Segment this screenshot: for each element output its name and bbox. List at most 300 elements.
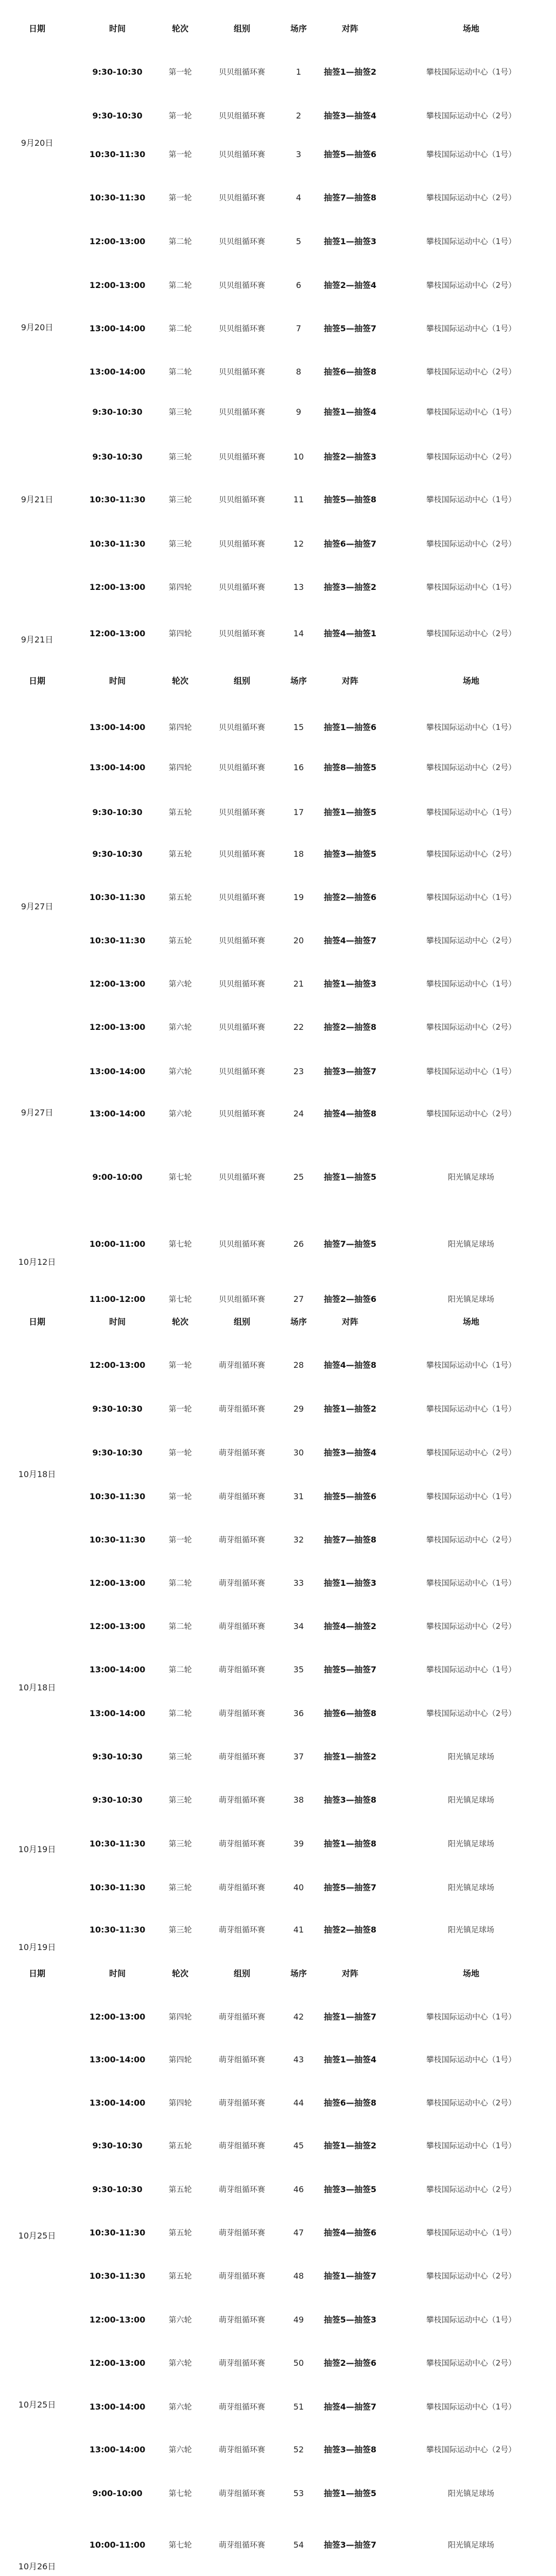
group-cell: 萌芽组循环赛 (218, 1839, 266, 1849)
sequence-cell: 16 (293, 762, 304, 772)
round-cell: 第五轮 (168, 2271, 192, 2281)
group-cell: 贝贝组循环赛 (218, 629, 266, 638)
venue-cell: 攀枝国际运动中心（1号） (426, 892, 516, 902)
time-cell: 12:00-13:00 (89, 1621, 146, 1631)
venue-cell: 阳光镇足球场 (447, 1172, 495, 1182)
time-cell: 13:00-14:00 (89, 1708, 146, 1718)
time-cell: 13:00-14:00 (89, 2402, 146, 2412)
sequence-cell: 43 (293, 2055, 304, 2064)
match-cell: 抽签1—抽签8 (323, 1839, 377, 1849)
venue-cell: 攀枝国际运动中心（2号） (426, 452, 516, 462)
time-cell: 9:30-10:30 (92, 1795, 143, 1805)
round-cell: 第七轮 (168, 1239, 192, 1249)
date-label: 9月21日 (21, 495, 54, 504)
venue-cell: 攀枝国际运动中心（1号） (426, 1360, 516, 1370)
group-cell: 贝贝组循环赛 (218, 1239, 266, 1249)
match-cell: 抽签7—抽签8 (323, 1535, 377, 1545)
column-header-1: 时间 (109, 24, 126, 33)
match-cell: 抽签5—抽签6 (323, 1492, 377, 1501)
time-cell: 12:00-13:00 (89, 629, 146, 638)
column-header-4: 场序 (290, 676, 307, 686)
match-cell: 抽签2—抽签8 (323, 1022, 377, 1032)
match-cell: 抽签1—抽签3 (323, 236, 377, 246)
round-cell: 第三轮 (168, 495, 192, 504)
sequence-cell: 1 (296, 67, 302, 77)
date-label: 10月25日 (18, 2231, 56, 2241)
time-cell: 13:00-14:00 (89, 2055, 146, 2064)
match-cell: 抽签2—抽签6 (323, 1294, 377, 1304)
column-header-1: 时间 (109, 1969, 126, 1978)
sequence-cell: 25 (293, 1172, 304, 1182)
venue-cell: 攀枝国际运动中心（1号） (426, 2012, 516, 2022)
venue-cell: 攀枝国际运动中心（2号） (426, 2271, 516, 2281)
column-header-2: 轮次 (171, 24, 189, 33)
match-cell: 抽签1—抽签5 (323, 807, 377, 817)
date-label: 10月12日 (18, 1257, 56, 1267)
time-cell: 10:30-11:30 (89, 1839, 146, 1849)
venue-cell: 攀枝国际运动中心（2号） (426, 1109, 516, 1118)
sequence-cell: 54 (293, 2540, 304, 2550)
venue-cell: 攀枝国际运动中心（1号） (426, 1404, 516, 1414)
match-cell: 抽签3—抽签8 (323, 2445, 377, 2454)
group-cell: 贝贝组循环赛 (218, 892, 266, 902)
match-cell: 抽签6—抽签8 (323, 367, 377, 377)
round-cell: 第三轮 (168, 1883, 192, 1892)
group-cell: 贝贝组循环赛 (218, 495, 266, 504)
group-cell: 萌芽组循环赛 (218, 2141, 266, 2150)
column-header-3: 组别 (233, 676, 251, 686)
match-cell: 抽签7—抽签5 (323, 1239, 377, 1249)
group-cell: 萌芽组循环赛 (218, 2402, 266, 2412)
time-cell: 9:30-10:30 (92, 807, 143, 817)
sequence-cell: 12 (293, 539, 304, 549)
time-cell: 12:00-13:00 (89, 582, 146, 592)
column-header-4: 场序 (290, 1969, 307, 1978)
sequence-cell: 6 (296, 280, 302, 290)
venue-cell: 攀枝国际运动中心（1号） (426, 1578, 516, 1588)
time-cell: 9:30-10:30 (92, 1448, 143, 1458)
time-cell: 12:00-13:00 (89, 280, 146, 290)
column-header-0: 日期 (28, 24, 46, 33)
round-cell: 第三轮 (168, 452, 192, 462)
round-cell: 第一轮 (168, 1360, 192, 1370)
group-cell: 贝贝组循环赛 (218, 1066, 266, 1076)
group-cell: 贝贝组循环赛 (218, 539, 266, 549)
sequence-cell: 3 (296, 149, 302, 159)
group-cell: 萌芽组循环赛 (218, 1621, 266, 1631)
round-cell: 第二轮 (168, 1708, 192, 1718)
sequence-cell: 46 (293, 2184, 304, 2194)
sequence-cell: 20 (293, 936, 304, 945)
sequence-cell: 30 (293, 1448, 304, 1458)
match-cell: 抽签6—抽签8 (323, 2098, 377, 2108)
venue-cell: 攀枝国际运动中心（1号） (426, 2055, 516, 2064)
round-cell: 第一轮 (168, 1492, 192, 1501)
round-cell: 第五轮 (168, 892, 192, 902)
round-cell: 第七轮 (168, 1172, 192, 1182)
time-cell: 9:30-10:30 (92, 67, 143, 77)
sequence-cell: 10 (293, 452, 304, 462)
time-cell: 10:30-11:30 (89, 1925, 146, 1935)
match-cell: 抽签2—抽签8 (323, 1925, 377, 1935)
group-cell: 贝贝组循环赛 (218, 979, 266, 989)
venue-cell: 攀枝国际运动中心（1号） (426, 807, 516, 817)
venue-cell: 攀枝国际运动中心（2号） (426, 936, 516, 945)
match-cell: 抽签1—抽签2 (323, 1752, 377, 1761)
round-cell: 第一轮 (168, 149, 192, 159)
venue-cell: 攀枝国际运动中心（1号） (426, 324, 516, 333)
venue-cell: 攀枝国际运动中心（1号） (426, 722, 516, 732)
group-cell: 萌芽组循环赛 (218, 1708, 266, 1718)
match-cell: 抽签3—抽签5 (323, 2184, 377, 2194)
round-cell: 第五轮 (168, 2184, 192, 2194)
match-cell: 抽签3—抽签2 (323, 582, 377, 592)
sequence-cell: 53 (293, 2488, 304, 2498)
group-cell: 贝贝组循环赛 (218, 149, 266, 159)
column-header-2: 轮次 (171, 1969, 189, 1978)
time-cell: 13:00-14:00 (89, 324, 146, 333)
venue-cell: 攀枝国际运动中心（2号） (426, 2098, 516, 2108)
match-cell: 抽签3—抽签4 (323, 111, 377, 121)
group-cell: 贝贝组循环赛 (218, 1172, 266, 1182)
time-cell: 10:30-11:30 (89, 193, 146, 202)
column-header-5: 对阵 (341, 676, 359, 686)
match-cell: 抽签1—抽签5 (323, 1172, 377, 1182)
round-cell: 第一轮 (168, 1448, 192, 1458)
venue-cell: 攀枝国际运动中心（2号） (426, 1708, 516, 1718)
sequence-cell: 40 (293, 1883, 304, 1892)
match-cell: 抽签3—抽签4 (323, 1448, 377, 1458)
time-cell: 10:00-11:00 (89, 1239, 146, 1249)
venue-cell: 阳光镇足球场 (447, 1294, 495, 1304)
match-cell: 抽签5—抽签7 (323, 1883, 377, 1892)
match-cell: 抽签2—抽签3 (323, 452, 377, 462)
time-cell: 12:00-13:00 (89, 236, 146, 246)
round-cell: 第一轮 (168, 1404, 192, 1414)
group-cell: 萌芽组循环赛 (218, 1492, 266, 1501)
group-cell: 萌芽组循环赛 (218, 2184, 266, 2194)
group-cell: 萌芽组循环赛 (218, 2055, 266, 2064)
match-cell: 抽签1—抽签2 (323, 1404, 377, 1414)
time-cell: 9:30-10:30 (92, 1404, 143, 1414)
column-header-6: 场地 (462, 676, 480, 686)
column-header-4: 场序 (290, 1317, 307, 1327)
time-cell: 9:30-10:30 (92, 407, 143, 417)
sequence-cell: 51 (293, 2402, 304, 2412)
column-header-0: 日期 (28, 1317, 46, 1327)
time-cell: 13:00-14:00 (89, 1665, 146, 1674)
round-cell: 第六轮 (168, 979, 192, 989)
date-label: 9月27日 (21, 902, 54, 911)
round-cell: 第五轮 (168, 2141, 192, 2150)
time-cell: 10:30-11:30 (89, 539, 146, 549)
match-cell: 抽签1—抽签2 (323, 67, 377, 77)
column-header-6: 场地 (462, 24, 480, 33)
venue-cell: 攀枝国际运动中心（2号） (426, 280, 516, 290)
round-cell: 第四轮 (168, 2012, 192, 2022)
time-cell: 13:00-14:00 (89, 762, 146, 772)
time-cell: 10:00-11:00 (89, 2540, 146, 2550)
sequence-cell: 14 (293, 629, 304, 638)
venue-cell: 阳光镇足球场 (447, 2540, 495, 2550)
venue-cell: 攀枝国际运动中心（2号） (426, 1022, 516, 1032)
venue-cell: 攀枝国际运动中心（2号） (426, 849, 516, 859)
group-cell: 萌芽组循环赛 (218, 1448, 266, 1458)
match-cell: 抽签3—抽签7 (323, 1066, 377, 1076)
match-cell: 抽签5—抽签7 (323, 1665, 377, 1674)
venue-cell: 阳光镇足球场 (447, 1839, 495, 1849)
venue-cell: 阳光镇足球场 (447, 1925, 495, 1935)
round-cell: 第一轮 (168, 193, 192, 202)
group-cell: 萌芽组循环赛 (218, 1535, 266, 1545)
sequence-cell: 22 (293, 1022, 304, 1032)
time-cell: 13:00-14:00 (89, 367, 146, 377)
column-header-5: 对阵 (341, 24, 359, 33)
venue-cell: 阳光镇足球场 (447, 1752, 495, 1761)
match-cell: 抽签4—抽签6 (323, 2228, 377, 2238)
column-header-6: 场地 (462, 1969, 480, 1978)
column-header-5: 对阵 (341, 1969, 359, 1978)
time-cell: 10:30-11:30 (89, 2271, 146, 2281)
time-cell: 11:00-12:00 (89, 1294, 146, 1304)
sequence-cell: 23 (293, 1066, 304, 1076)
time-cell: 10:30-11:30 (89, 1492, 146, 1501)
sequence-cell: 49 (293, 2315, 304, 2325)
group-cell: 萌芽组循环赛 (218, 1665, 266, 1674)
sequence-cell: 24 (293, 1109, 304, 1118)
match-cell: 抽签4—抽签2 (323, 1621, 377, 1631)
round-cell: 第七轮 (168, 2540, 192, 2550)
group-cell: 萌芽组循环赛 (218, 2315, 266, 2325)
time-cell: 9:30-10:30 (92, 849, 143, 859)
round-cell: 第四轮 (168, 629, 192, 638)
sequence-cell: 9 (296, 407, 302, 417)
round-cell: 第一轮 (168, 67, 192, 77)
column-header-0: 日期 (28, 676, 46, 686)
date-label: 10月25日 (18, 2400, 56, 2410)
round-cell: 第四轮 (168, 722, 192, 732)
sequence-cell: 48 (293, 2271, 304, 2281)
round-cell: 第二轮 (168, 367, 192, 377)
sequence-cell: 39 (293, 1839, 304, 1849)
date-label: 9月21日 (21, 635, 54, 645)
column-header-5: 对阵 (341, 1317, 359, 1327)
round-cell: 第六轮 (168, 2402, 192, 2412)
venue-cell: 攀枝国际运动中心（2号） (426, 2445, 516, 2454)
round-cell: 第六轮 (168, 2445, 192, 2454)
sequence-cell: 29 (293, 1404, 304, 1414)
venue-cell: 攀枝国际运动中心（2号） (426, 2184, 516, 2194)
match-cell: 抽签1—抽签3 (323, 1578, 377, 1588)
time-cell: 9:00-10:00 (92, 1172, 143, 1182)
venue-cell: 攀枝国际运动中心（2号） (426, 1535, 516, 1545)
group-cell: 贝贝组循环赛 (218, 407, 266, 417)
sequence-cell: 17 (293, 807, 304, 817)
time-cell: 10:30-11:30 (89, 1535, 146, 1545)
match-cell: 抽签1—抽签7 (323, 2012, 377, 2022)
match-cell: 抽签1—抽签5 (323, 2488, 377, 2498)
time-cell: 10:30-11:30 (89, 495, 146, 504)
sequence-cell: 45 (293, 2141, 304, 2150)
match-cell: 抽签1—抽签2 (323, 2141, 377, 2150)
time-cell: 12:00-13:00 (89, 979, 146, 989)
sequence-cell: 44 (293, 2098, 304, 2108)
match-cell: 抽签1—抽签7 (323, 2271, 377, 2281)
column-header-6: 场地 (462, 1317, 480, 1327)
round-cell: 第三轮 (168, 1795, 192, 1805)
date-label: 9月20日 (21, 323, 54, 332)
venue-cell: 攀枝国际运动中心（1号） (426, 582, 516, 592)
round-cell: 第五轮 (168, 807, 192, 817)
venue-cell: 攀枝国际运动中心（2号） (426, 762, 516, 772)
match-cell: 抽签4—抽签7 (323, 2402, 377, 2412)
venue-cell: 攀枝国际运动中心（1号） (426, 979, 516, 989)
group-cell: 贝贝组循环赛 (218, 722, 266, 732)
venue-cell: 攀枝国际运动中心（2号） (426, 1448, 516, 1458)
date-label: 10月26日 (18, 2562, 56, 2571)
round-cell: 第二轮 (168, 280, 192, 290)
group-cell: 萌芽组循环赛 (218, 1925, 266, 1935)
venue-cell: 阳光镇足球场 (447, 1239, 495, 1249)
date-label: 9月20日 (21, 138, 54, 148)
group-cell: 萌芽组循环赛 (218, 1404, 266, 1414)
group-cell: 贝贝组循环赛 (218, 1109, 266, 1118)
round-cell: 第六轮 (168, 2358, 192, 2368)
time-cell: 9:30-10:30 (92, 452, 143, 462)
venue-cell: 攀枝国际运动中心（2号） (426, 1621, 516, 1631)
sequence-cell: 26 (293, 1239, 304, 1249)
sequence-cell: 42 (293, 2012, 304, 2022)
round-cell: 第六轮 (168, 1066, 192, 1076)
date-label: 10月19日 (18, 1844, 56, 1854)
group-cell: 萌芽组循环赛 (218, 2445, 266, 2454)
match-cell: 抽签8—抽签5 (323, 762, 377, 772)
venue-cell: 攀枝国际运动中心（1号） (426, 2315, 516, 2325)
venue-cell: 攀枝国际运动中心（1号） (426, 495, 516, 504)
time-cell: 12:00-13:00 (89, 1022, 146, 1032)
time-cell: 9:30-10:30 (92, 1752, 143, 1761)
round-cell: 第四轮 (168, 2098, 192, 2108)
sequence-cell: 15 (293, 722, 304, 732)
column-header-0: 日期 (28, 1969, 46, 1978)
match-cell: 抽签4—抽签8 (323, 1360, 377, 1370)
sequence-cell: 47 (293, 2228, 304, 2238)
round-cell: 第一轮 (168, 111, 192, 121)
sequence-cell: 41 (293, 1925, 304, 1935)
match-cell: 抽签2—抽签6 (323, 2358, 377, 2368)
match-cell: 抽签1—抽签3 (323, 979, 377, 989)
round-cell: 第二轮 (168, 236, 192, 246)
sequence-cell: 4 (296, 193, 302, 202)
group-cell: 贝贝组循环赛 (218, 452, 266, 462)
group-cell: 萌芽组循环赛 (218, 2540, 266, 2550)
sequence-cell: 37 (293, 1752, 304, 1761)
match-cell: 抽签5—抽签3 (323, 2315, 377, 2325)
sequence-cell: 11 (293, 495, 304, 504)
time-cell: 12:00-13:00 (89, 2012, 146, 2022)
group-cell: 萌芽组循环赛 (218, 2098, 266, 2108)
venue-cell: 攀枝国际运动中心（2号） (426, 539, 516, 549)
round-cell: 第三轮 (168, 407, 192, 417)
group-cell: 萌芽组循环赛 (218, 2012, 266, 2022)
column-header-1: 时间 (109, 1317, 126, 1327)
group-cell: 贝贝组循环赛 (218, 1294, 266, 1304)
date-label: 10月19日 (18, 1942, 56, 1952)
group-cell: 萌芽组循环赛 (218, 1795, 266, 1805)
venue-cell: 攀枝国际运动中心（1号） (426, 149, 516, 159)
sequence-cell: 34 (293, 1621, 304, 1631)
venue-cell: 阳光镇足球场 (447, 2488, 495, 2498)
sequence-cell: 35 (293, 1665, 304, 1674)
venue-cell: 攀枝国际运动中心（1号） (426, 2141, 516, 2150)
venue-cell: 攀枝国际运动中心（1号） (426, 407, 516, 417)
column-header-3: 组别 (233, 24, 251, 33)
group-cell: 贝贝组循环赛 (218, 280, 266, 290)
round-cell: 第五轮 (168, 2228, 192, 2238)
match-cell: 抽签4—抽签1 (323, 629, 377, 638)
match-cell: 抽签7—抽签8 (323, 193, 377, 202)
venue-cell: 攀枝国际运动中心（2号） (426, 629, 516, 638)
date-label: 10月18日 (18, 1683, 56, 1692)
time-cell: 9:30-10:30 (92, 111, 143, 121)
venue-cell: 攀枝国际运动中心（1号） (426, 2402, 516, 2412)
round-cell: 第二轮 (168, 1665, 192, 1674)
sequence-cell: 18 (293, 849, 304, 859)
time-cell: 12:00-13:00 (89, 1360, 146, 1370)
group-cell: 贝贝组循环赛 (218, 67, 266, 77)
group-cell: 贝贝组循环赛 (218, 807, 266, 817)
round-cell: 第四轮 (168, 762, 192, 772)
group-cell: 贝贝组循环赛 (218, 1022, 266, 1032)
sequence-cell: 28 (293, 1360, 304, 1370)
round-cell: 第二轮 (168, 1621, 192, 1631)
time-cell: 9:00-10:00 (92, 2488, 143, 2498)
venue-cell: 攀枝国际运动中心（2号） (426, 111, 516, 121)
match-cell: 抽签3—抽签8 (323, 1795, 377, 1805)
venue-cell: 攀枝国际运动中心（2号） (426, 367, 516, 377)
time-cell: 13:00-14:00 (89, 1066, 146, 1076)
match-cell: 抽签5—抽签8 (323, 495, 377, 504)
time-cell: 10:30-11:30 (89, 149, 146, 159)
sequence-cell: 2 (296, 111, 302, 121)
group-cell: 贝贝组循环赛 (218, 762, 266, 772)
column-header-2: 轮次 (171, 1317, 189, 1327)
round-cell: 第三轮 (168, 1839, 192, 1849)
time-cell: 9:30-10:30 (92, 2141, 143, 2150)
sequence-cell: 52 (293, 2445, 304, 2454)
venue-cell: 攀枝国际运动中心（1号） (426, 2228, 516, 2238)
group-cell: 萌芽组循环赛 (218, 1360, 266, 1370)
match-cell: 抽签5—抽签6 (323, 149, 377, 159)
venue-cell: 阳光镇足球场 (447, 1883, 495, 1892)
group-cell: 萌芽组循环赛 (218, 2488, 266, 2498)
sequence-cell: 8 (296, 367, 302, 377)
round-cell: 第五轮 (168, 849, 192, 859)
match-cell: 抽签5—抽签7 (323, 324, 377, 333)
round-cell: 第四轮 (168, 2055, 192, 2064)
match-cell: 抽签2—抽签6 (323, 892, 377, 902)
venue-cell: 攀枝国际运动中心（1号） (426, 1066, 516, 1076)
venue-cell: 阳光镇足球场 (447, 1795, 495, 1805)
sequence-cell: 33 (293, 1578, 304, 1588)
sequence-cell: 7 (296, 324, 302, 333)
sequence-cell: 31 (293, 1492, 304, 1501)
date-label: 10月18日 (18, 1469, 56, 1479)
time-cell: 10:30-11:30 (89, 892, 146, 902)
match-cell: 抽签4—抽签8 (323, 1109, 377, 1118)
round-cell: 第六轮 (168, 1109, 192, 1118)
column-header-4: 场序 (290, 24, 307, 33)
